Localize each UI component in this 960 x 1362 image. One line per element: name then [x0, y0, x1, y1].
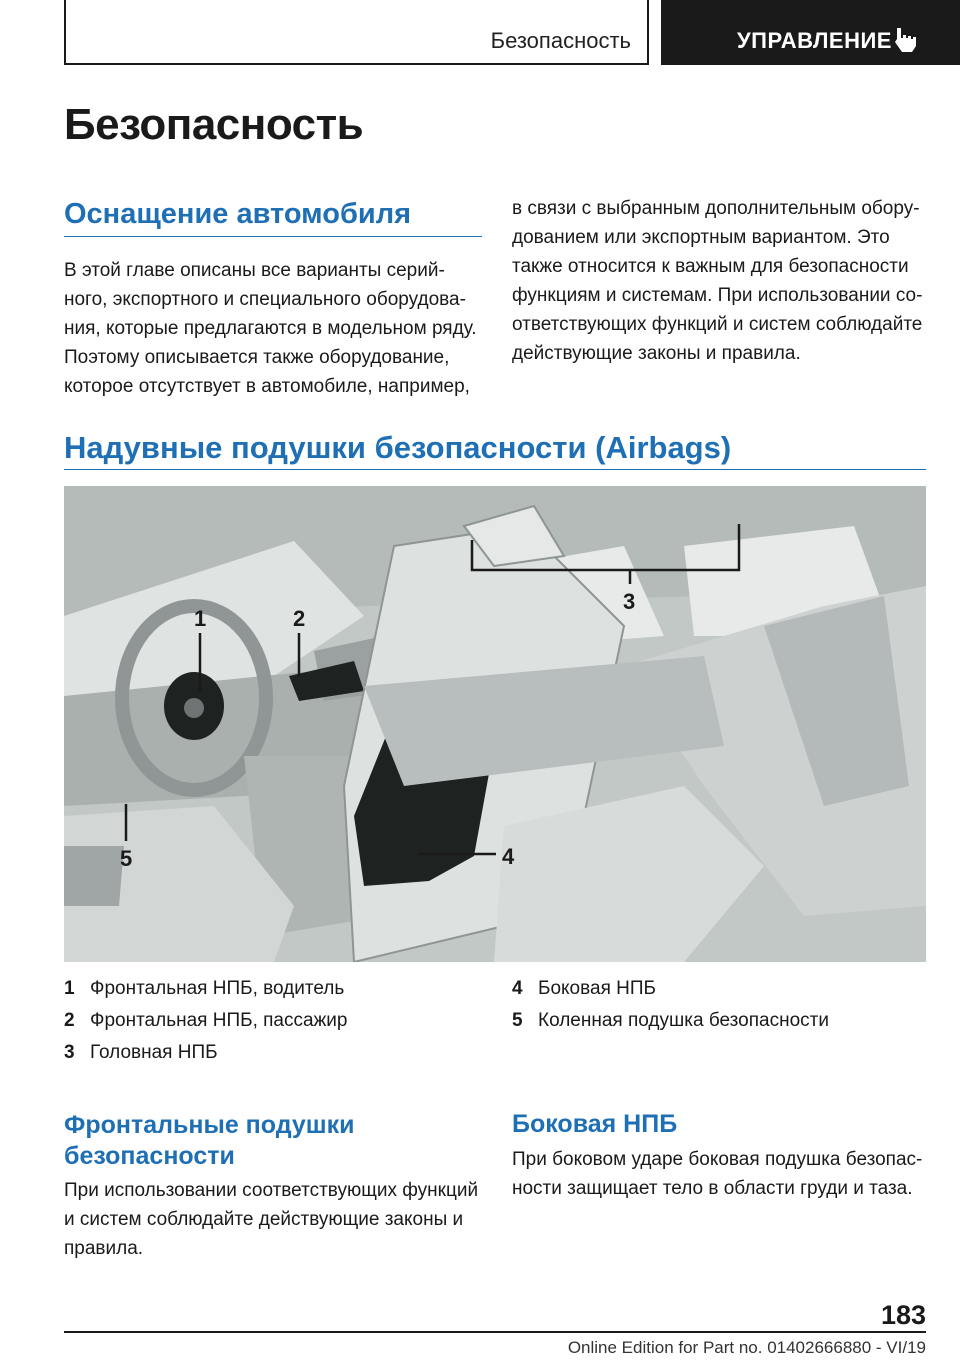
- callout-1: 1: [194, 606, 207, 631]
- page-title: Безопасность: [64, 100, 364, 149]
- pointing-hand-icon: [891, 24, 921, 54]
- legend-item: 4 Боковая НПБ: [512, 978, 656, 999]
- header-section-label: Безопасность: [490, 28, 631, 53]
- equipment-text-right: в связи с выбранным дополнительным обору- дованием или экспортным вариантом. Это также относится к важным для безопасности функциям и системам. При использовании со- ответствующих функций и систем соблюдайте действующие законы и правила.: [512, 198, 923, 364]
- callout-4: 4: [502, 844, 515, 869]
- side-airbag-text: При боковом ударе боковая подушка безопас- ности защищает тело в области груди и таза.: [512, 1149, 923, 1199]
- footer-edition: Online Edition for Part no. 01402666880 - VI/19: [567, 1338, 926, 1357]
- equipment-text-left: В этой главе описаны все варианты серий- ного, экспортного и специального оборудова- ния, которые предлагаются в модельном ряду. Поэтому описывается также оборудование, которое отсутствует в автомобиле, например,: [64, 260, 477, 397]
- front-airbags-text: При использовании соответствующих функций и систем соблюдайте действующие законы и правила.: [64, 1180, 479, 1259]
- callout-5: 5: [120, 846, 133, 871]
- car-interior-drawing: [64, 486, 926, 962]
- equipment-heading: Оснащение автомобиля: [64, 198, 412, 230]
- page-number: 183: [880, 1300, 926, 1330]
- legend-item: 1 Фронтальная НПБ, водитель: [64, 978, 345, 999]
- legend-item: 2 Фронтальная НПБ, пассажир: [64, 1010, 348, 1031]
- side-airbag-heading: Боковая НПБ: [512, 1110, 678, 1138]
- equipment-heading-rule: [64, 236, 482, 237]
- header-chapter-label: УПРАВЛЕНИЕ: [737, 28, 892, 53]
- legend-item: 3 Головная НПБ: [64, 1042, 218, 1063]
- airbag-illustration: [64, 486, 926, 962]
- airbags-heading-rule: [64, 469, 926, 470]
- airbags-heading: Надувные подушки безопасности (Airbags): [64, 430, 732, 465]
- callout-3: 3: [623, 589, 636, 614]
- legend-item: 5 Коленная подушка безопасности: [512, 1010, 829, 1031]
- header-chapter-tab[interactable]: [661, 0, 960, 65]
- callout-2: 2: [293, 606, 306, 631]
- header-section-box: [64, 0, 649, 65]
- front-airbags-heading: Фронтальные подушки безопасности: [64, 1111, 355, 1170]
- footer-rule: [64, 1331, 926, 1333]
